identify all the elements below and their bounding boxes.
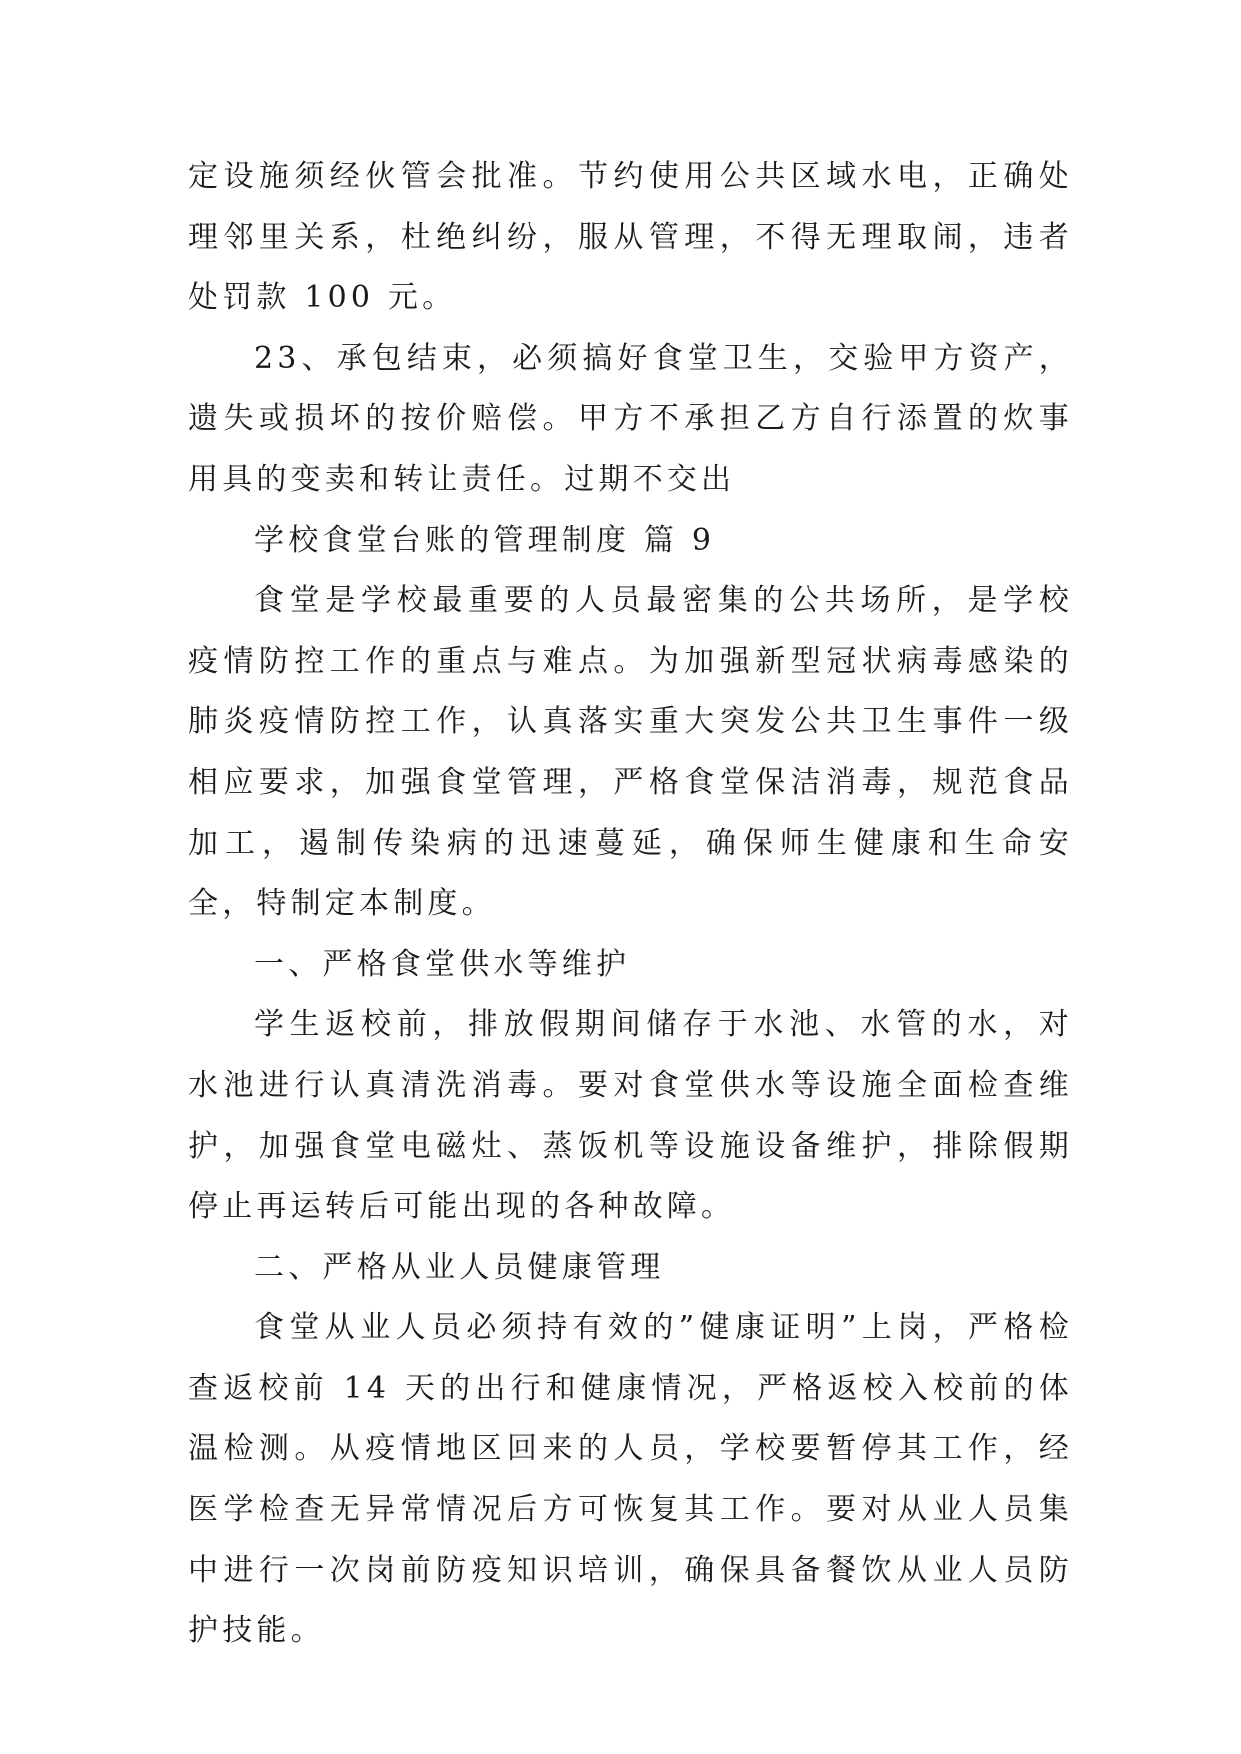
document-body xyxy=(188,147,1073,1662)
section-title: 学校食堂台账的管理制度 篇 9 xyxy=(254,522,716,558)
paragraph-2: 23、承包结束，必须搞好食堂卫生，交验甲方资产，遗失或损坏的按价赔偿。甲方不承担乙方自行添置的炊事用具的变卖和转让责任。过期不交出 xyxy=(188,340,1073,497)
paragraph-4: 学生返校前，排放假期间储存于水池、水管的水，对水池进行认真清洗消毒。要对食堂供水等设施全面检查维护，加强食堂电磁灶、蒸饭机等设施设备维护，排除假期停止再运转后可能出现的各种故障。 xyxy=(188,1007,1073,1225)
heading-2: 二、严格从业人员健康管理 xyxy=(254,1249,665,1285)
paragraph-3: 食堂是学校最重要的人员最密集的公共场所，是学校疫情防控工作的重点与难点。为加强新型冠状病毒感染的肺炎疫情防控工作，认真落实重大突发公共卫生事件一级相应要求，加强食堂管理，严格食堂保洁消毒，规范食品加工，遏制传染病的迅速蔓延，确保师生健康和生命安全，特制定本制度。 xyxy=(188,583,1073,922)
heading-1: 一、严格食堂供水等维护 xyxy=(254,946,631,982)
paragraph-1: 定设施须经伙管会批准。节约使用公共区域水电，正确处理邻里关系，杜绝纠纷，服从管理，不得无理取闹，违者处罚款 100 元。 xyxy=(188,159,1073,316)
paragraph-5: 食堂从业人员必须持有效的”健康证明”上岗，严格检查返校前 14 天的出行和健康情况，严格返校入校前的体温检测。从疫情地区回来的人员，学校要暂停其工作，经医学检查无异常情况后方可恢复其工作。要对从业人员集中进行一次岗前防疫知识培训，确保具备餐饮从业人员防护技能。 xyxy=(188,1310,1073,1649)
